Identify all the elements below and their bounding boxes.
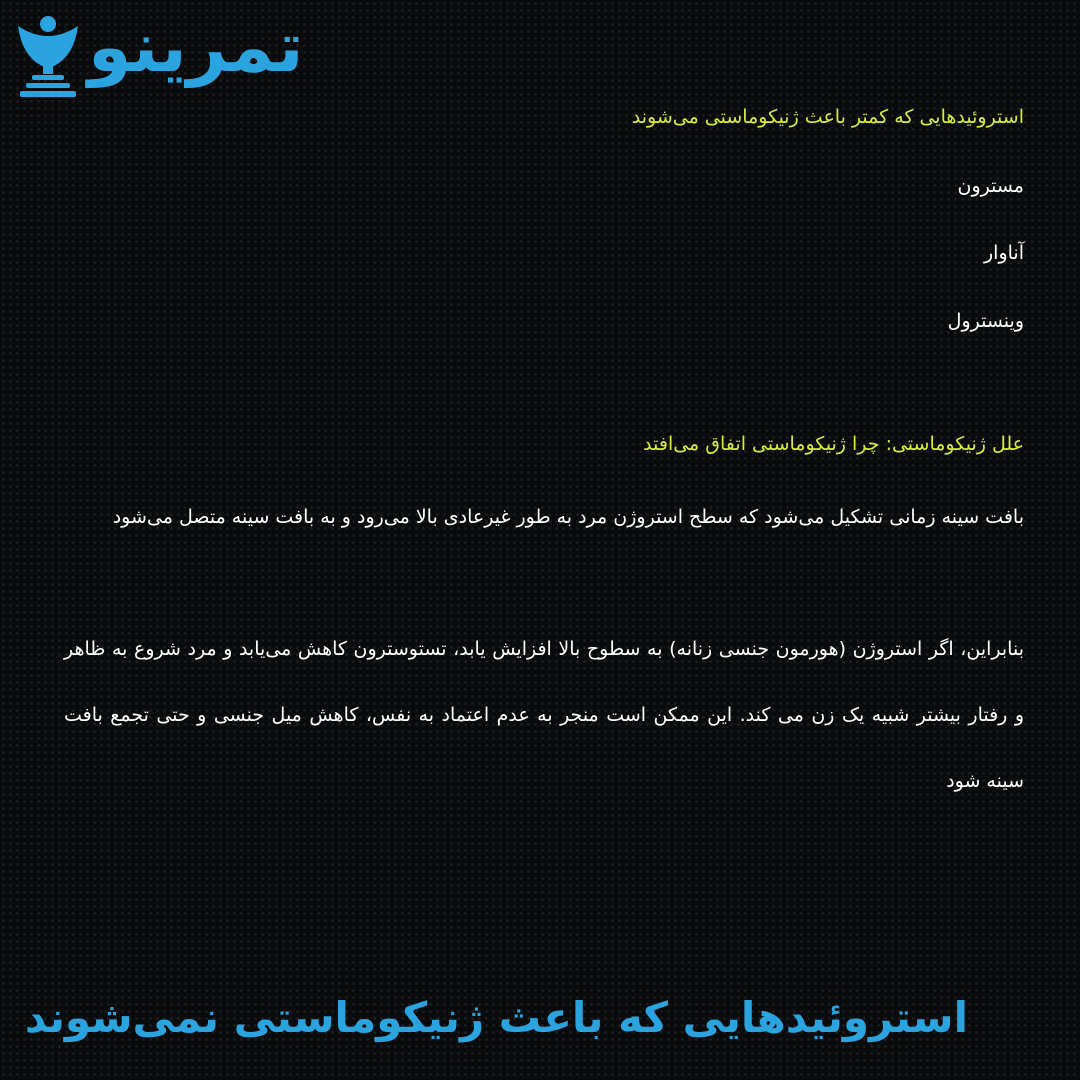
footer-banner-title: استروئیدهایی که باعث ژنیکوماستی نمی‌شوند [24,993,968,1042]
list-item: وینسترول [947,310,1024,332]
brand-name: تمرینو [88,6,304,88]
trophy-cup-icon [14,12,82,98]
list-item: آناوار [984,242,1024,264]
less-gyno-steroids-heading: استروئیدهایی که کمتر باعث ژنیکوماستی می‌شوند [631,106,1024,128]
causes-paragraph-2: بنابراین، اگر استروژن (هورمون جنسی زنانه) به سطوح بالا افزایش یابد، تستوسترون کاهش می‌یابد و مرد شروع به ظاهر و رفتار بیشتر شبیه یک زن می کند. این ممکن است منجر به عدم اعتماد به نفس، کاهش میل جنسی و حتی تجمع بافت سینه شود [64,638,1024,792]
gyno-causes-heading: علل ژنیکوماستی: چرا ژنیکوماستی اتفاق می‌افتد [643,433,1024,455]
causes-paragraph-1: بافت سینه زمانی تشکیل می‌شود که سطح استروژن مرد به طور غیرعادی بالا می‌رود و به بافت سینه متصل می‌شود [112,506,1024,528]
brand-logo [14,8,444,98]
list-item: مسترون [957,175,1024,197]
